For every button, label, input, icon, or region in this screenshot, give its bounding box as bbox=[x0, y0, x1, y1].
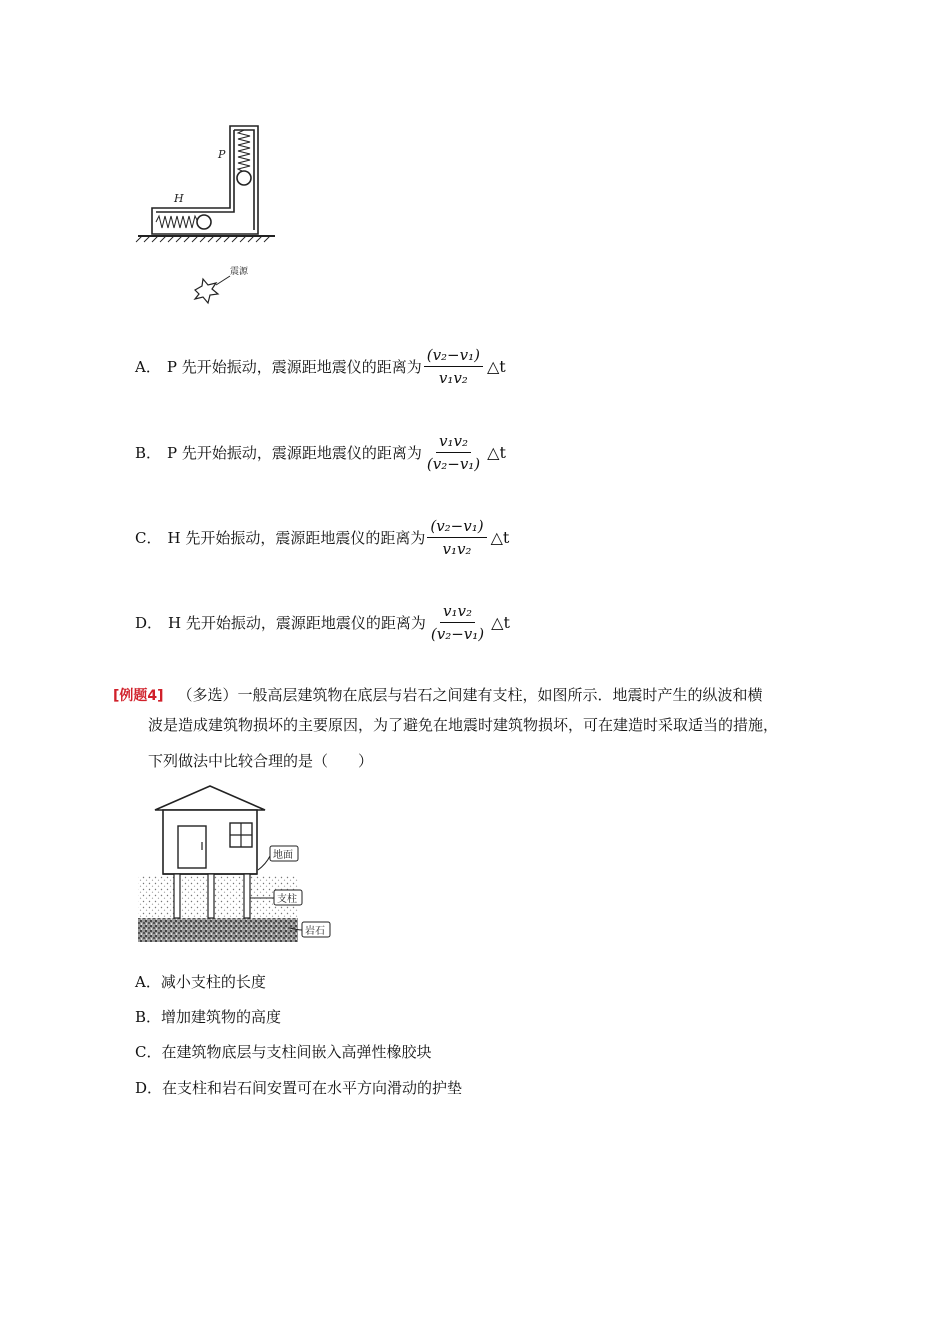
delta-t: △t bbox=[491, 613, 510, 632]
fraction-numerator: (v₂−v₁) bbox=[424, 346, 483, 367]
option-text: 减小支柱的长度 bbox=[160, 973, 266, 991]
option-letter: A． bbox=[135, 358, 161, 376]
delta-t: △t bbox=[487, 443, 506, 462]
option-text: P 先开始振动，震源距地震仪的距离为 bbox=[166, 358, 422, 376]
fraction-denominator: v₁v₂ bbox=[442, 540, 472, 558]
option-b1 bbox=[135, 432, 506, 473]
example4-line3: 下列做法中比较合理的是（ ） bbox=[148, 752, 374, 770]
fraction-numerator: v₁v₂ bbox=[436, 432, 471, 453]
option-d1 bbox=[135, 602, 510, 643]
example4-line2: 波是造成建筑物损坏的主要原因，为了避免在地震时建筑物损坏，可在建造时采取适当的措施， bbox=[148, 716, 779, 734]
label-ground: 地面 bbox=[273, 850, 293, 861]
seismometer-figure bbox=[130, 118, 280, 318]
option-letter: C． bbox=[135, 1043, 162, 1061]
option-a1 bbox=[135, 346, 506, 387]
example4-line1 bbox=[113, 677, 853, 714]
option-letter: B． bbox=[135, 1008, 162, 1026]
option-letter: A． bbox=[135, 973, 161, 991]
option-text: H 先开始振动，震源距地震仪的距离为 bbox=[167, 529, 426, 547]
option-a2 bbox=[135, 971, 266, 992]
ball-h bbox=[197, 215, 211, 229]
fraction bbox=[427, 517, 486, 558]
option-text: 增加建筑物的高度 bbox=[161, 1008, 282, 1026]
option-c2 bbox=[135, 1041, 432, 1062]
fraction-numerator: (v₂−v₁) bbox=[427, 517, 486, 538]
delta-t: △t bbox=[490, 528, 510, 547]
option-b2 bbox=[135, 1006, 281, 1027]
option-text: 在支柱和岩石间安置可在水平方向滑动的护垫 bbox=[162, 1079, 463, 1097]
ball-p bbox=[237, 171, 251, 185]
fraction bbox=[428, 602, 487, 643]
fraction-denominator: (v₂−v₁) bbox=[426, 455, 481, 473]
option-text: P 先开始振动，震源距地震仪的距离为 bbox=[167, 444, 422, 462]
option-letter: D． bbox=[135, 1079, 163, 1097]
fraction-denominator: v₁v₂ bbox=[438, 369, 468, 387]
fraction-numerator: v₁v₂ bbox=[440, 602, 475, 623]
label-p: P bbox=[218, 148, 226, 161]
label-h: H bbox=[174, 192, 184, 205]
example-tag: [例题4] bbox=[113, 688, 164, 704]
label-source: 震源 bbox=[230, 267, 249, 277]
option-text: 在建筑物底层与支柱间嵌入高弹性橡胶块 bbox=[161, 1043, 432, 1061]
option-letter: B． bbox=[135, 444, 162, 462]
fraction bbox=[424, 346, 483, 387]
option-c1 bbox=[135, 517, 509, 558]
label-rock: 岩石 bbox=[305, 926, 325, 937]
example-text-1: （多选）一般高层建筑物在底层与岩石之间建有支柱，如图所示．地震时产生的纵波和横 bbox=[177, 686, 763, 704]
option-letter: D． bbox=[135, 614, 163, 632]
label-pillar: 支柱 bbox=[277, 894, 297, 905]
building-figure bbox=[130, 780, 340, 950]
fraction-denominator: (v₂−v₁) bbox=[430, 625, 485, 643]
option-d2 bbox=[135, 1077, 462, 1098]
option-text: H 先开始振动，震源距地震仪的距离为 bbox=[168, 614, 426, 632]
fraction bbox=[424, 432, 483, 473]
delta-t: △t bbox=[486, 357, 506, 376]
option-letter: C． bbox=[135, 529, 162, 547]
